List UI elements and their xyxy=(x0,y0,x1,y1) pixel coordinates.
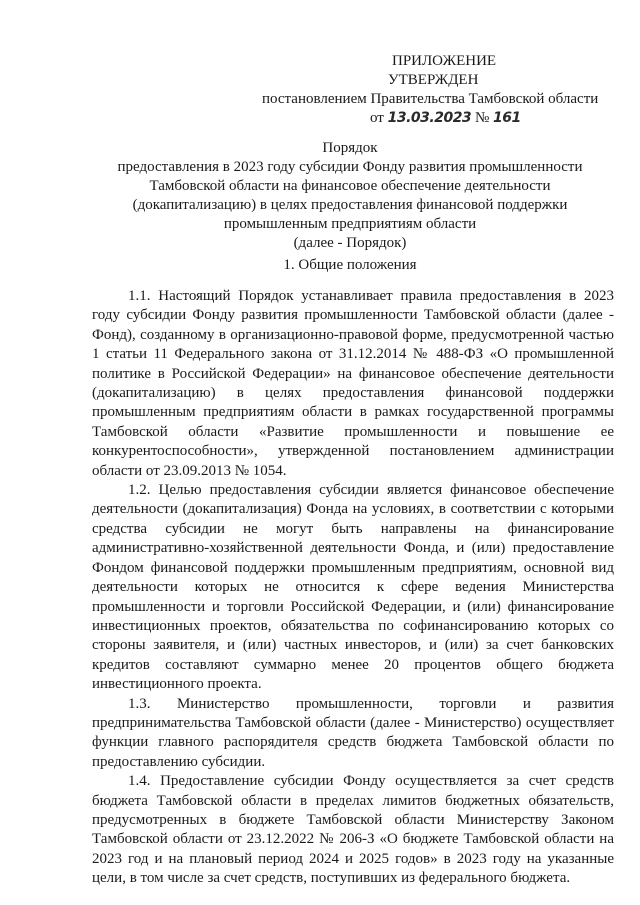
appendix-label: ПРИЛОЖЕНИЕ xyxy=(392,53,497,69)
paragraph-1-4: 1.4. Предоставление субсидии Фонду осуществляется за счет средств бюджета Тамбовской области в пределах лимитов бюджетных обязательств, предусмотренных в бюджете Тамбовской области Министерству Законом Тамбовской области от 23.12.2022 № 206-З «О бюджете Тамбовской области на 2023 год и на плановый период 2024 и 2025 годов» в 2023 году на указанные цели, в том числе за счет средств, поступивших из федерального бюджета. xyxy=(92,773,614,887)
handwritten-number: 161 xyxy=(493,110,521,126)
paragraph-1-2: 1.2. Целью предоставления субсидии является финансовое обеспечение деятельности (докапитализация) Фонда на условиях, в соответствии с которыми средства субсидии не могут быть направлены на финансирование административно-хозяйственной деятельности Фонда, и (или) предоставление Фондом финансовой поддержки промышленным предприятиям, основной вид деятельности которых не относится к сфере ведения Министерства промышленности и торговли Российской Федерации, и (или) финансирование инвестиционных проектов, обязательства по софинансированию которых со стороны заявителя, и (или) частных инвесторов, и (или) за счет банковских кредитов составляют суммарно менее 20 процентов общего бюджета инвестиционного проекта. xyxy=(92,482,614,693)
date-number-line xyxy=(262,109,612,128)
title-line-5: промышленным предприятиям области xyxy=(223,216,477,232)
date-prefix: от xyxy=(370,110,384,126)
section-body xyxy=(92,287,614,889)
paragraph-1-1: 1.1. Настоящий Порядок устанавливает правила предоставления в 2023 году субсидии Фонду развития промышленности Тамбовской области (далее - Фонд), созданному в организационно-правовой форме, предусмотренной частью 1 статьи 11 Федерального закона от 31.12.2014 № 488-ФЗ «О промышленной политике в Российской Федерации» на финансовое обеспечение деятельности (докапитализацию) в целях предоставления финансовой поддержки промышленным предприятиям области в рамках государственной программы Тамбовской области «Развитие промышленности и повышение ее конкурентоспособности», утвержденной постановлением администрации области от 23.09.2013 № 1054. xyxy=(92,288,614,479)
resolution-line: постановлением Правительства Тамбовской области xyxy=(262,91,599,107)
title-line-6: (далее - Порядок) xyxy=(293,235,407,251)
title-line-2: предоставления в 2023 году субсидии Фонду развития промышленности xyxy=(117,159,583,175)
approval-header xyxy=(262,52,612,128)
title-line-4: (докапитализацию) в целях предоставления финансовой поддержки xyxy=(132,197,568,213)
paragraph-1-3: 1.3. Министерство промышленности, торговли и развития предпринимательства Тамбовской области (далее - Министерство) осуществляет функции главного распорядителя средств бюджета Тамбовской области по предоставлению субсидии. xyxy=(92,695,614,770)
section-heading: 1. Общие положения xyxy=(283,257,417,273)
handwritten-date: 13.03.2023 xyxy=(387,110,472,126)
document-title xyxy=(70,139,630,253)
number-sign: № xyxy=(474,110,490,126)
title-line-1: Порядок xyxy=(322,140,378,156)
title-line-3: Тамбовской области на финансовое обеспечение деятельности xyxy=(149,178,551,194)
approved-label: УТВЕРЖДЕН xyxy=(388,72,479,88)
